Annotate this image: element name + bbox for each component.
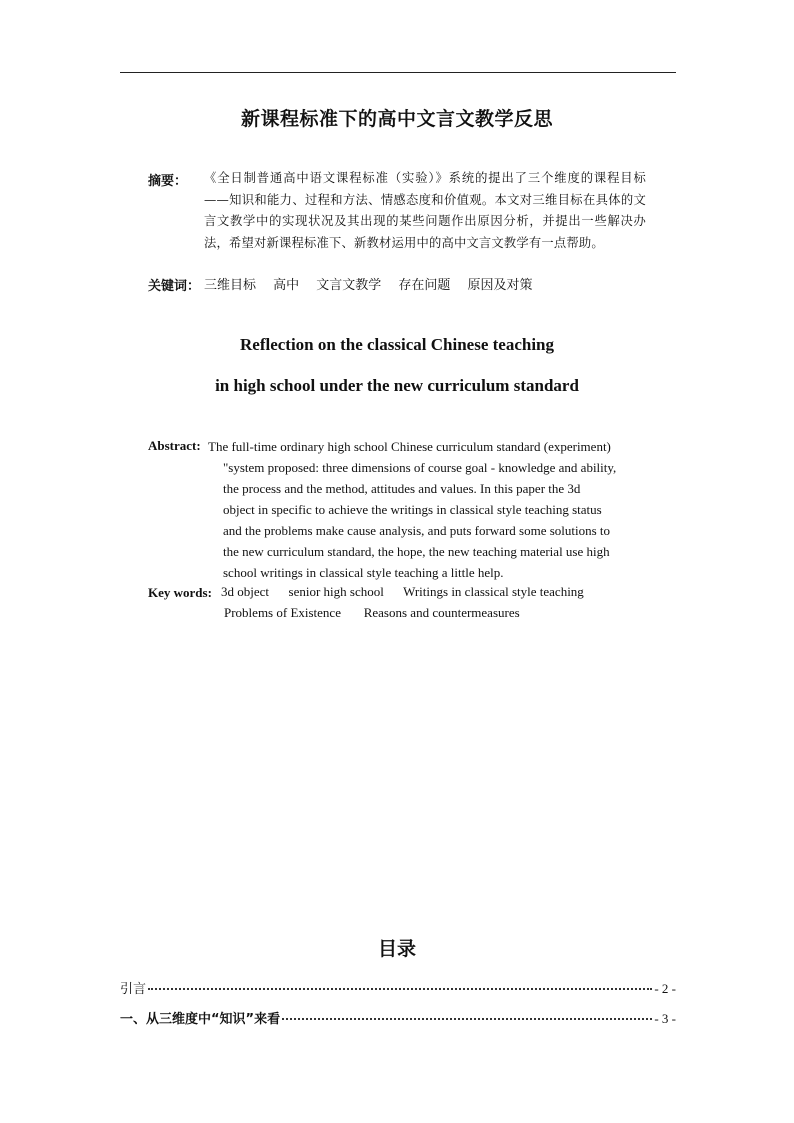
- abstract-cn-label: 摘要：: [148, 174, 188, 189]
- toc-entry-intro[interactable]: [120, 978, 676, 998]
- keywords-en-line-2: Problems of Existence Reasons and countermeasures: [224, 605, 520, 620]
- toc-leader-dots: [148, 988, 652, 990]
- abstract-en-line: the process and the method, attitudes and values. In this paper the 3d: [223, 481, 581, 496]
- toc-title: 目录: [377, 938, 416, 960]
- abstract-en-line: "system proposed: three dimensions of course goal - knowledge and ability,: [223, 460, 617, 475]
- toc-entry-page: - 3 -: [654, 1011, 676, 1026]
- toc-entry-label: 一、从三维度中“知识”来看: [120, 1012, 281, 1027]
- toc-entry-page: - 2 -: [654, 981, 676, 996]
- english-title-line-2: in high school under the new curriculum standard: [215, 376, 579, 395]
- abstract-en-label: Abstract:: [148, 438, 201, 453]
- abstract-en-line: The full-time ordinary high school Chinese curriculum standard (experiment): [208, 439, 611, 454]
- abstract-cn-text: 《全日制普通高中语文课程标准（实验）》系统的提出了三个维度的课程目标——知识和能力、过程和方法、情感态度和价值观。本文对三维目标在具体的文言文教学中的实现状况及其出现的某些问题作出原因分析，并提出一些解决办法，希望对新课程标准下、新教材运用中的高中文言文教学有一点帮助。: [204, 171, 646, 250]
- keywords-en-label: Key words:: [148, 585, 212, 600]
- abstract-en-text: [208, 436, 646, 583]
- toc-entry-label: 引言: [120, 982, 147, 997]
- abstract-en-line: object in specific to achieve the writings in classical style teaching status: [223, 502, 602, 517]
- keywords-en-line-1: 3d object senior high school Writings in classical style teaching: [221, 584, 584, 599]
- abstract-en-line: and the problems make cause analysis, and puts forward some solutions to: [223, 523, 611, 538]
- chinese-title: 新课程标准下的高中文言文教学反思: [240, 108, 553, 130]
- keywords-cn-label: 关键词：: [148, 279, 201, 294]
- header-rule: [120, 72, 676, 73]
- keywords-cn-text: 三维目标 高中 文言文教学 存在问题 原因及对策: [204, 278, 533, 293]
- english-title-line-1: Reflection on the classical Chinese teaching: [240, 335, 554, 354]
- abstract-en-line: school writings in classical style teaching a little help.: [223, 565, 504, 580]
- toc-entry-knowledge[interactable]: [120, 1008, 676, 1028]
- abstract-en-line: the new curriculum standard, the hope, the new teaching material use high: [223, 544, 610, 559]
- toc-leader-dots: [282, 1018, 652, 1020]
